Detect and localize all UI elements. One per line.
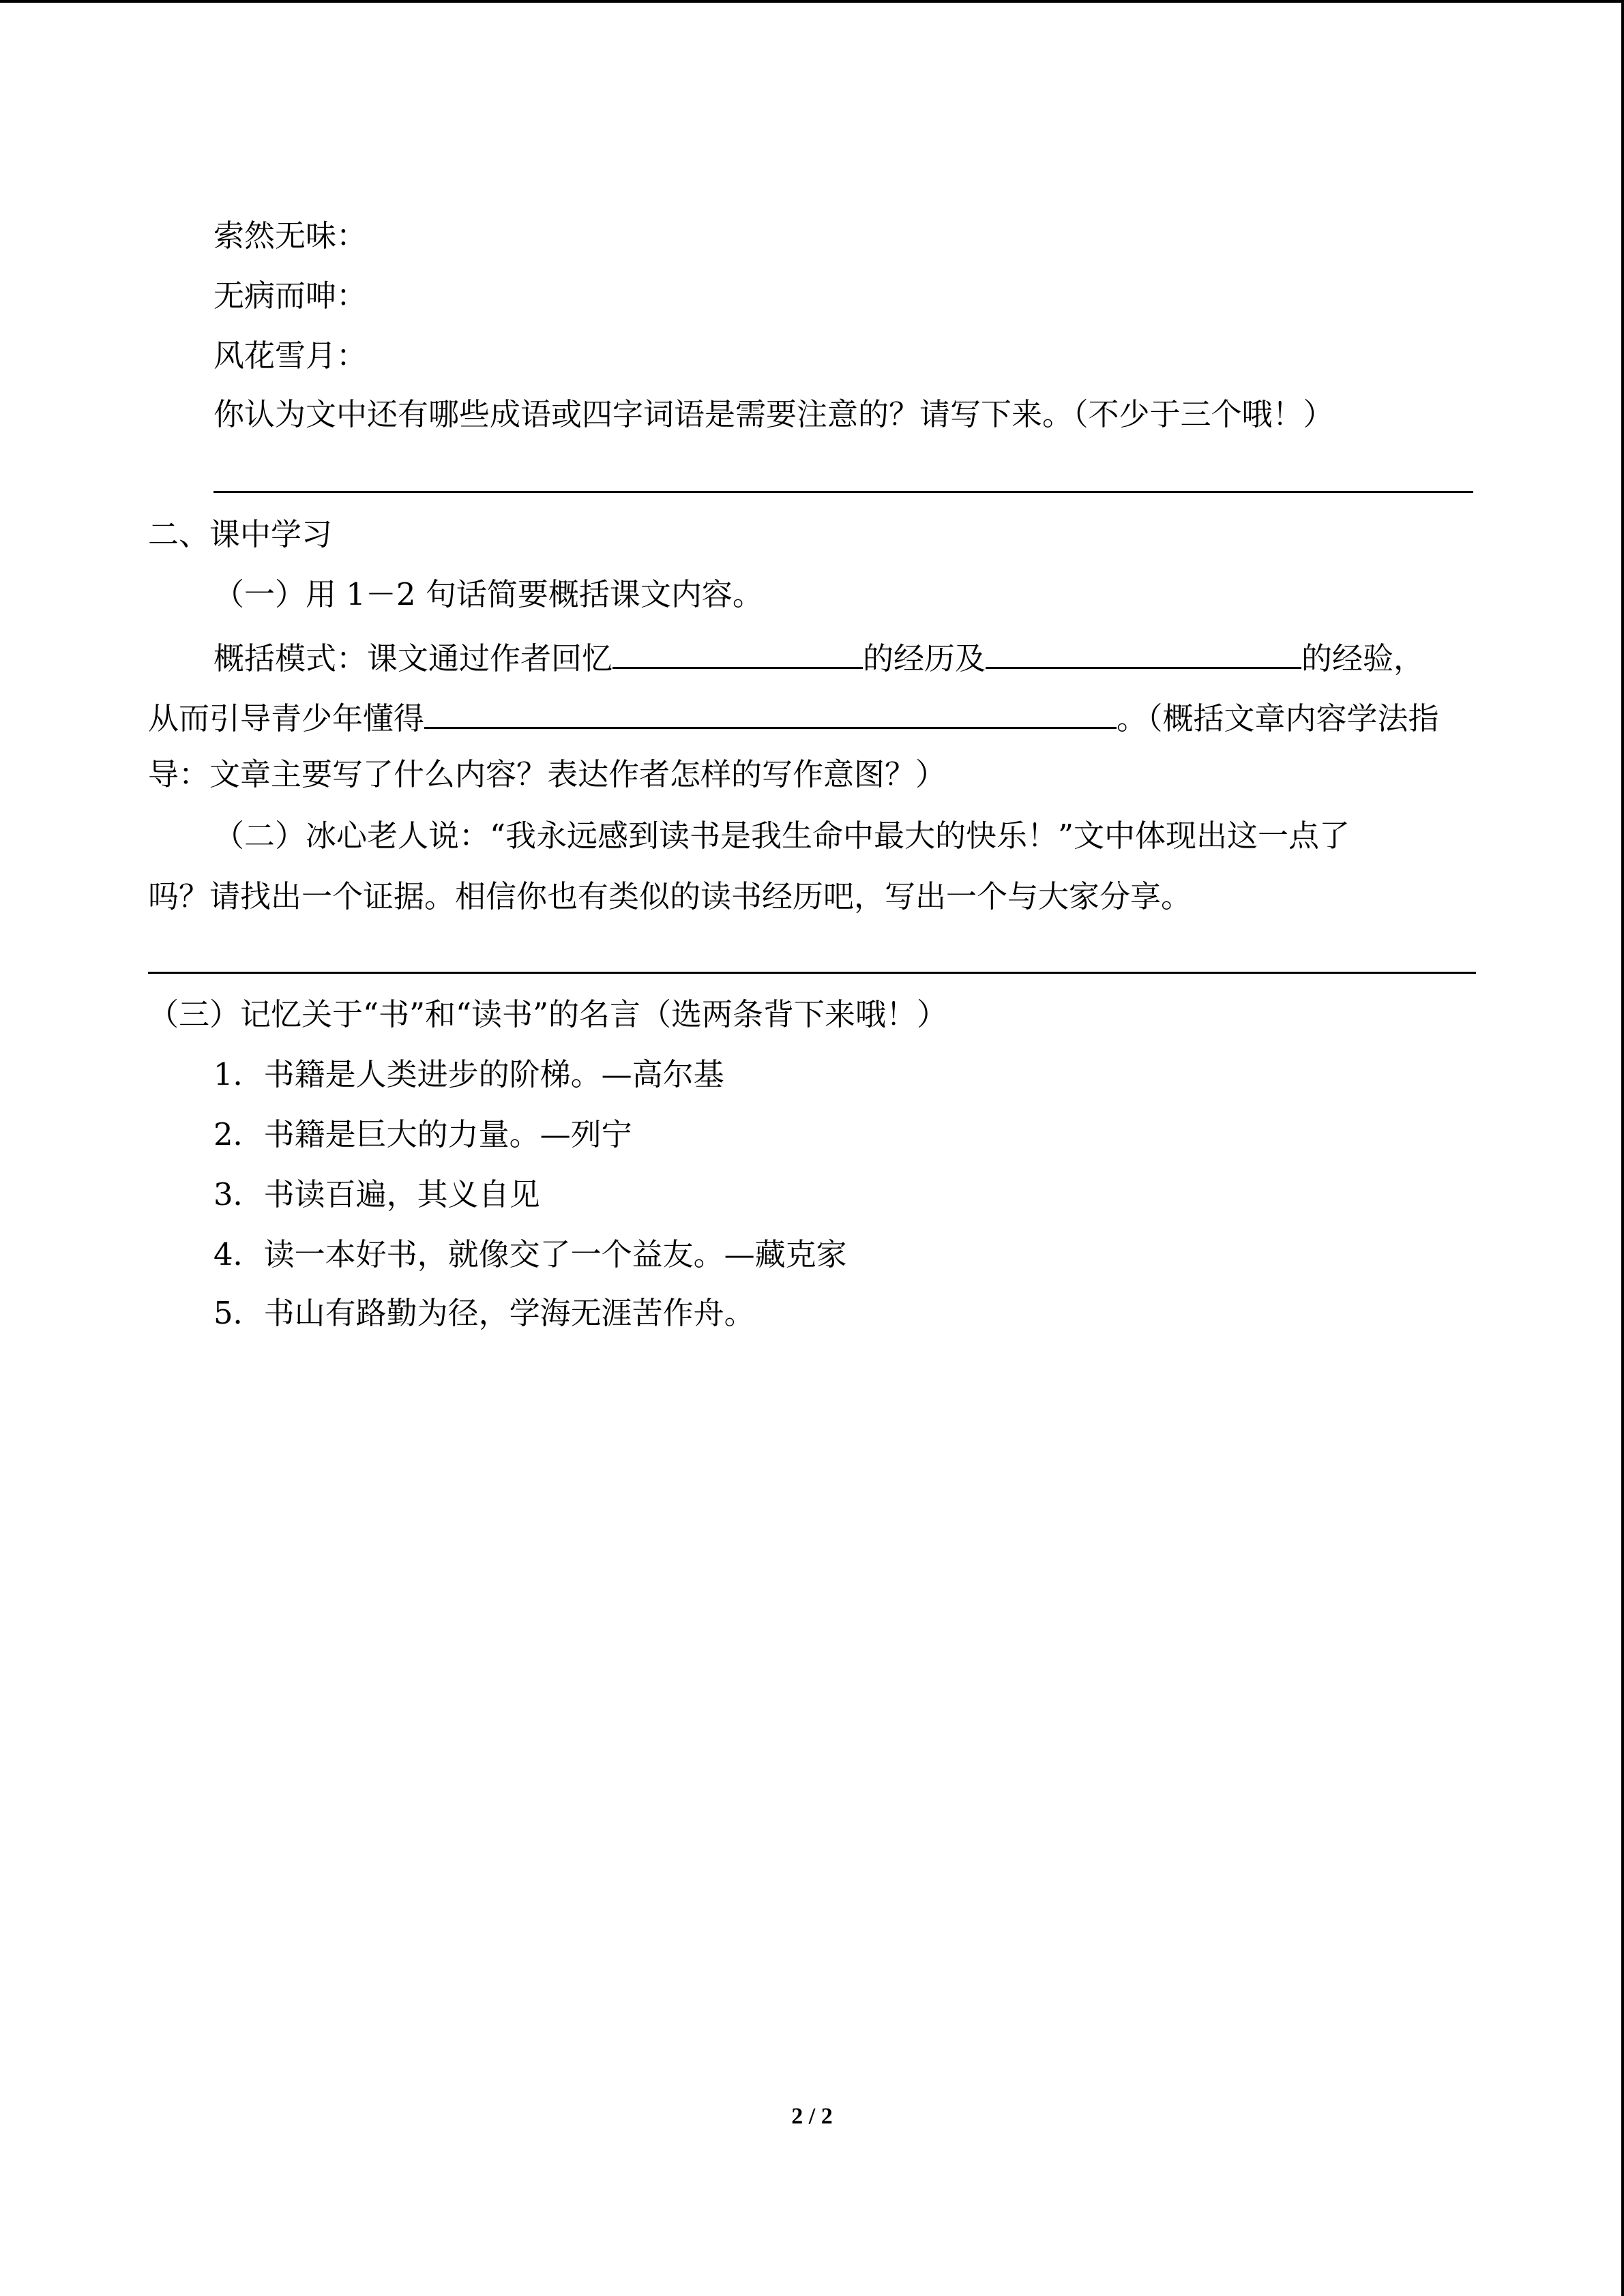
quote-item-3: 3．书读百遍，其义自见 <box>213 1176 540 1212</box>
q1-line-1-text-c: 的经验， <box>1301 640 1425 676</box>
q1-line-1-text-b: 的经历及 <box>863 640 986 676</box>
q1-line-1 <box>0 637 1624 678</box>
q2-line-1: （二）冰心老人说：“我永远感到读书是我生命中最大的快乐！”文中体现出这一点了 <box>213 818 1350 854</box>
quote-item-2: 2．书籍是巨大的力量。—列宁 <box>213 1116 632 1152</box>
q3-title: （三）记忆关于“书”和“读书”的名言（选两条背下来哦！） <box>148 996 948 1032</box>
section-heading: 二、课中学习 <box>148 516 333 552</box>
answer-line-q2[interactable] <box>148 972 1476 974</box>
q1-line-2-text-b: 。（概括文章内容学法指 <box>1117 700 1439 736</box>
q1-title: （一）用 1－2 句话简要概括课文内容。 <box>213 576 763 612</box>
page-top-border <box>0 0 1624 3</box>
blank-recall-experience[interactable] <box>612 637 863 669</box>
blank-experience[interactable] <box>986 637 1301 669</box>
vocab-item-1: 索然无味： <box>213 218 368 254</box>
answer-line-vocab[interactable] <box>213 491 1473 493</box>
q1-line-2 <box>0 697 1624 738</box>
vocab-item-2: 无病而呻： <box>213 278 368 314</box>
quote-item-4: 4．读一本好书，就像交了一个益友。—藏克家 <box>213 1236 847 1272</box>
q1-line-3: 导：文章主要写了什么内容？表达作者怎样的写作意图？） <box>148 756 947 792</box>
q1-line-1-text-a: 概括模式：课文通过作者回忆 <box>213 640 613 676</box>
page-number: 2 / 2 <box>791 2104 833 2129</box>
q2-line-2: 吗？请找出一个证据。相信你也有类似的读书经历吧，写出一个与大家分享。 <box>148 878 1192 914</box>
blank-understand[interactable] <box>424 697 1117 729</box>
vocab-prompt: 你认为文中还有哪些成语或四字词语是需要注意的？请写下来。（不少于三个哦！） <box>213 396 1334 432</box>
vocab-item-3: 风花雪月： <box>213 338 368 374</box>
q1-line-2-text-a: 从而引导青少年懂得 <box>148 700 425 736</box>
quote-item-5: 5．书山有路勤为径，学海无涯苦作舟。 <box>213 1295 755 1331</box>
quote-item-1: 1．书籍是人类进步的阶梯。—高尔基 <box>213 1056 724 1092</box>
